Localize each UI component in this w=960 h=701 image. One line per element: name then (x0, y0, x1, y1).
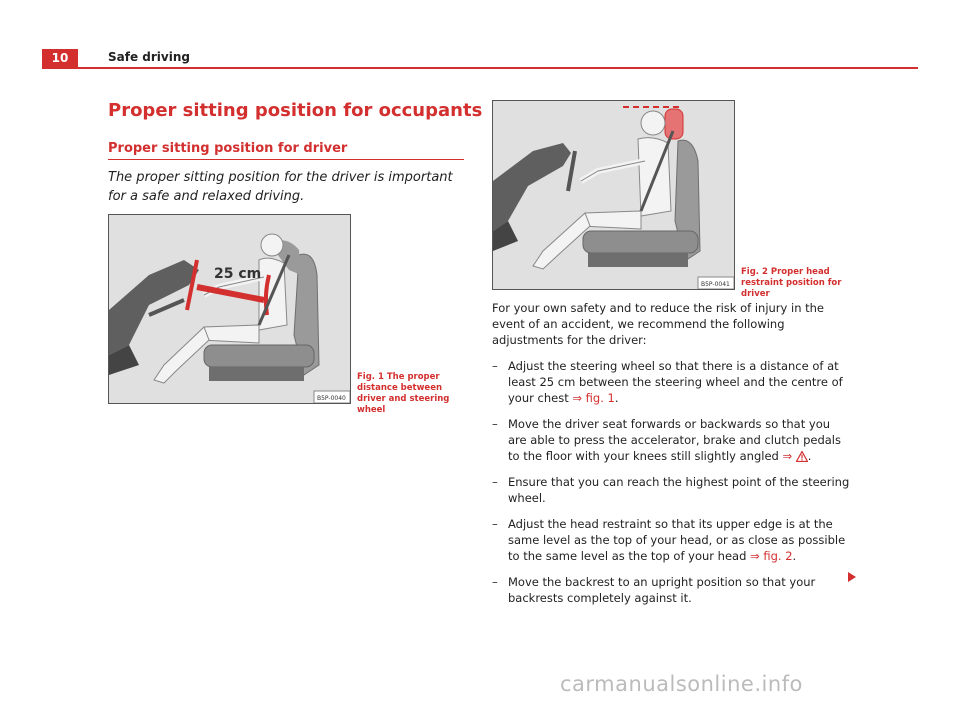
intro-text: The proper sitting position for the driver is important for a safe and relaxed driving. (108, 170, 453, 204)
list-item-end: . (614, 391, 619, 405)
list-item-text: Ensure that you can reach the highest point of the steering wheel. (508, 475, 850, 505)
figure-2-code: B5P-0041 (701, 281, 730, 288)
distance-label: 25 cm (214, 266, 262, 282)
warning-triangle-icon[interactable] (796, 451, 808, 462)
list-item (492, 358, 852, 406)
list-dash: – (492, 359, 498, 373)
list-dash: – (492, 417, 498, 431)
adjustment-list (492, 358, 852, 616)
list-dash: – (492, 475, 498, 489)
sub-heading-rule (108, 159, 464, 160)
header-rule (42, 67, 918, 69)
warning-link[interactable]: ⇒ (782, 449, 793, 463)
figure-2-link[interactable]: ⇒ fig. 2 (750, 549, 793, 563)
list-item-text: Move the driver seat forwards or backwards so that you are able to press the accelerator, brake and clutch pedals to the floor with your knees still slightly angled (508, 417, 841, 463)
list-item (492, 416, 852, 464)
list-item-end: . (807, 449, 812, 463)
continue-arrow-icon (848, 572, 856, 582)
list-dash: – (492, 517, 498, 531)
list-item-text: Adjust the steering wheel so that there is a distance of at least 25 cm between the steering wheel and the centre of your chest (508, 359, 843, 405)
list-item (492, 574, 852, 606)
list-item-text: Adjust the head restraint so that its upper edge is at the same level as the top of your head, or as close as possible to the same level as the top of your head (508, 517, 846, 563)
main-heading: Proper sitting position for occupants (108, 100, 483, 121)
figure-1-illustration (108, 214, 351, 404)
list-item-end: . (792, 549, 797, 563)
figure-2-caption: Fig. 2 Proper head restraint position for driver (741, 267, 842, 299)
figure-1-code: B5P-0040 (317, 395, 346, 402)
page-number: 10 (42, 49, 78, 67)
figure-1-caption: Fig. 1 The proper distance between driver and steering wheel (357, 372, 450, 415)
driver-distance-illustration (109, 215, 350, 403)
watermark: carmanualsonline.info (560, 672, 803, 696)
list-item (492, 516, 852, 564)
sub-heading: Proper sitting position for driver (108, 141, 348, 156)
body-paragraph: For your own safety and to reduce the risk of injury in the event of an accident, we recommend the following adjustments for the driver: (492, 301, 825, 347)
list-dash: – (492, 575, 498, 589)
figure-2-illustration (492, 100, 735, 290)
figure-1-link[interactable]: ⇒ fig. 1 (572, 391, 615, 405)
head-restraint-illustration (493, 101, 734, 289)
list-item-text: Move the backrest to an upright position so that your backrests completely against it. (508, 575, 816, 605)
list-item (492, 474, 852, 506)
section-title: Safe driving (108, 50, 190, 64)
